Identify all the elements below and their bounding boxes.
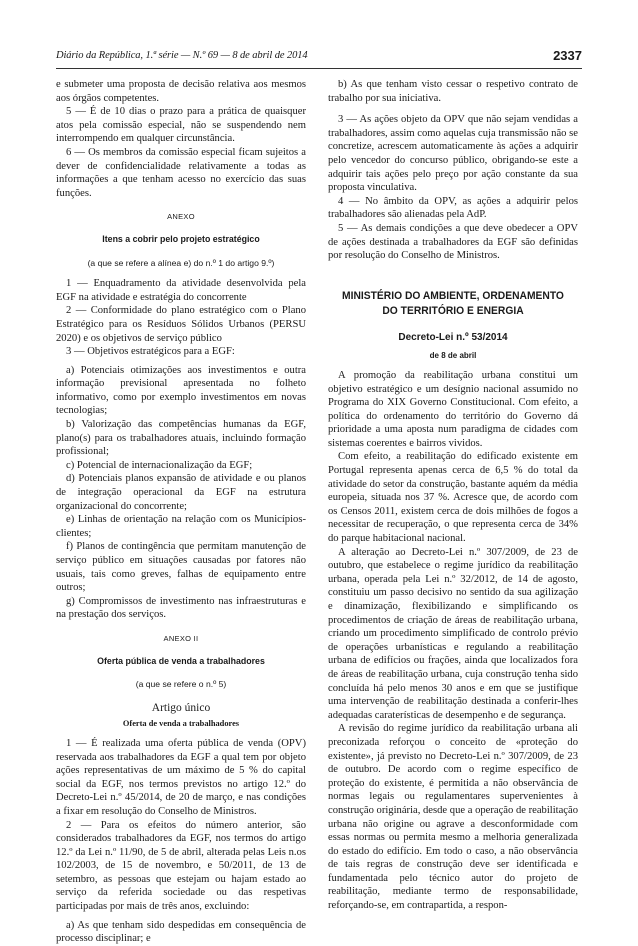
- paragraph: A revisão do regime jurídico da reabilitação urbana ali preconizada reforçou o conceito de «proteção do existente», já previsto no Decreto-Lei n.º 307/2009, de 23 de outubro. De acordo com o regime específico de proteção do existente, é permitida a não observância de normas legais ou regulamentares supervenientes à construção originária, desde que a operação de reabilitação urbana não origine ou agrave a desconformidade com essas normas ou permita mesmo a melhoria generalizada do estado do edifício. Em todo o caso, a não observância de tais regras de construção deve ser identificada e fundamentada pelo técnico autor do projeto de reabilitação, mediante termo de responsabilidade, reforçando-se, em contrapartida, a respon-: [328, 723, 579, 912]
- annex-subitem: a) Potenciais otimizações aos investimentos e outra informação previsional apresentada no folheto informativo, como por exemplo investimentos em novas tecnologias;: [56, 364, 306, 417]
- annex-subitem: f) Planos de contingência que permitam manutenção de serviço público em situações causadas por fatores não usuais, tais como greves, falhas de equipamento entre outros;: [56, 541, 306, 594]
- annex-label: ANEXO: [167, 212, 195, 222]
- annex-ii-note: (a que se refere o n.º 5): [135, 679, 227, 690]
- annex-title: Itens a cobrir pelo projeto estratégico: [102, 233, 260, 244]
- annex-ii-label: ANEXO II: [163, 633, 199, 643]
- paragraph: e submeter uma proposta de decisão relativa aos mesmos aos órgãos competentes.: [56, 79, 306, 104]
- annex-item: 2 — Conformidade do plano estratégico com o Plano Estratégico para os Resíduos Sólidos Urbanos (PERSU 2020) e os objetivos de serviço público: [56, 305, 306, 344]
- annex-item: 1 — Enquadramento da atividade desenvolvida pela EGF na atividade e estratégia do concorrente: [56, 278, 306, 303]
- annex-subitem: d) Potenciais planos expansão de atividade e ou planos de integração operacional da EGF na estrutura organizacional do concorrente;: [56, 473, 306, 512]
- paragraph: 3 — As ações objeto da OPV que não sejam vendidas a trabalhadores, assim como aquelas cuja transmissão não se concretize, acrescem automaticamente às ações a adquirir pelo vencedor do concurso público, obrigando-se este a adquirir tais ações pelo preço por ação constante da sua proposta vinculativa.: [328, 114, 578, 194]
- paragraph: b) As que tenham visto cessar o respetivo contrato de trabalho por sua iniciativa.: [328, 79, 578, 104]
- article-subtitle: Oferta de venda a trabalhadores: [122, 719, 240, 729]
- annex-note: (a que se refere a alínea e) do n.º 1 do artigo 9.º): [87, 257, 275, 268]
- paragraph: 5 — É de 10 dias o prazo para a prática de quaisquer atos pela comissão especial, não se suspendendo nem interrompendo em qualquer circunstância.: [56, 106, 306, 145]
- paragraph: 5 — As demais condições a que deve obedecer a OPV de ações destinada a trabalhadores da EGF são definidas por resolução do Conselho de Ministros.: [328, 222, 578, 262]
- paragraph: 6 — Os membros da comissão especial ficam sujeitos a dever de confidencialidade relativamente a todas as informações a que tenham acesso no exercício das suas funções.: [56, 146, 306, 199]
- paragraph: A promoção da reabilitação urbana constitui um objetivo estratégico e um desígnio nacional assumido no Programa do XIX Governo Constitucional. Com efeito, a política do ordenamento do território do Governo dá prioridade a uma aposta num paradigma de cidades com sistemas coerentes e bairros vividos.: [328, 369, 578, 449]
- decree-date: de 8 de abril: [429, 351, 477, 361]
- paragraph: Com efeito, a reabilitação do edificado existente em Portugal representa apenas cerca de 6,5 % do total da atividade do setor da construção, bastante aquém da média europeia, situada nos 37 %. Acresce que, de acordo com os Censos 2011, existem cerca de dois milhões de fogos a necessitar de recuperação, o que representa cerca de 34% do parque habitacional nacional.: [328, 451, 578, 545]
- decree-title: Decreto-Lei n.º 53/2014: [398, 331, 508, 343]
- annex-subitem: b) Valorização das competências humanas da EGF, plano(s) para os trabalhadores atuais, incluindo formação profissional;: [56, 419, 306, 458]
- paragraph: 4 — No âmbito da OPV, as ações a adquirir pelos trabalhadores são alienadas pela AdP.: [328, 195, 578, 221]
- paragraph: a) As que tenham sido despedidas em consequência de processo disciplinar; e: [56, 919, 306, 945]
- article-title: Artigo único: [151, 701, 211, 714]
- paragraph: 1 — É realizada uma oferta pública de venda (OPV) reservada aos trabalhadores da EGF a qual tem por objeto ações representativas de um máximo de 5 % do capital social da EGF, nos termos previstos no artigo 12.º do Decreto-Lei n.º 45/2014, de 20 de março, e nas condições a fixar em resolução do Conselho de Ministros.: [56, 737, 306, 817]
- header-rule: [56, 68, 582, 69]
- left-column: [56, 78, 306, 946]
- journal-title: Diário da República, 1.ª série — N.º 69 — 8 de abril de 2014: [56, 50, 308, 61]
- paragraph: 2 — Para os efeitos do número anterior, são considerados trabalhadores da EGF, nos termos do artigo 12.º da Lei n.º 11/90, de 5 de abril, alterada pelas Leis n.os 102/2003, de 15 de novembro, e 50/2011, de 13 de setembro, as pessoas que estejam ou hajam estado ao serviço da referida sociedade ou das respetivas participadas por mais de três anos, excluindo:: [56, 819, 306, 913]
- paragraph: A alteração ao Decreto-Lei n.º 307/2009, de 23 de outubro, que estabelece o regime jurídico da reabilitação urbana, operada pela Lei n.º 32/2012, de 14 de agosto, constituiu um passo decisivo no sentido da sua agilização e dinamização, flexibilizando e simplificando os procedimentos de criação de áreas de reabilitação urbana, criando um procedimento simplificado de controlo prévio de operações urbanísticas e regulando a reabilitação urbana de edifícios ou frações, ainda que localizados fora de áreas de reabilitação urbana, cuja construção tenha sido concluída há pelo menos 30 anos e em que se justifique uma intervenção de reabilitação destinada a conferir-lhes adequadas caraterísticas de desempenho e de segurança.: [328, 546, 578, 721]
- ministry-heading: MINISTÉRIO DO AMBIENTE, ORDENAMENTO DO TERRITÓRIO E ENERGIA: [342, 289, 564, 317]
- annex-subitem: c) Potencial de internacionalização da EGF;: [66, 459, 253, 471]
- page-number: 2337: [553, 48, 582, 63]
- right-column: [328, 78, 578, 913]
- annex-ii-title: Oferta pública de venda a trabalhadores: [97, 655, 265, 666]
- annex-item: 3 — Objetivos estratégicos para a EGF:: [66, 346, 235, 358]
- page-header: [56, 50, 582, 66]
- annex-subitem: e) Linhas de orientação na relação com os Municípios-clientes;: [56, 514, 306, 539]
- annex-subitem: g) Compromissos de investimento nas infraestruturas e na prestação dos serviços.: [56, 595, 306, 621]
